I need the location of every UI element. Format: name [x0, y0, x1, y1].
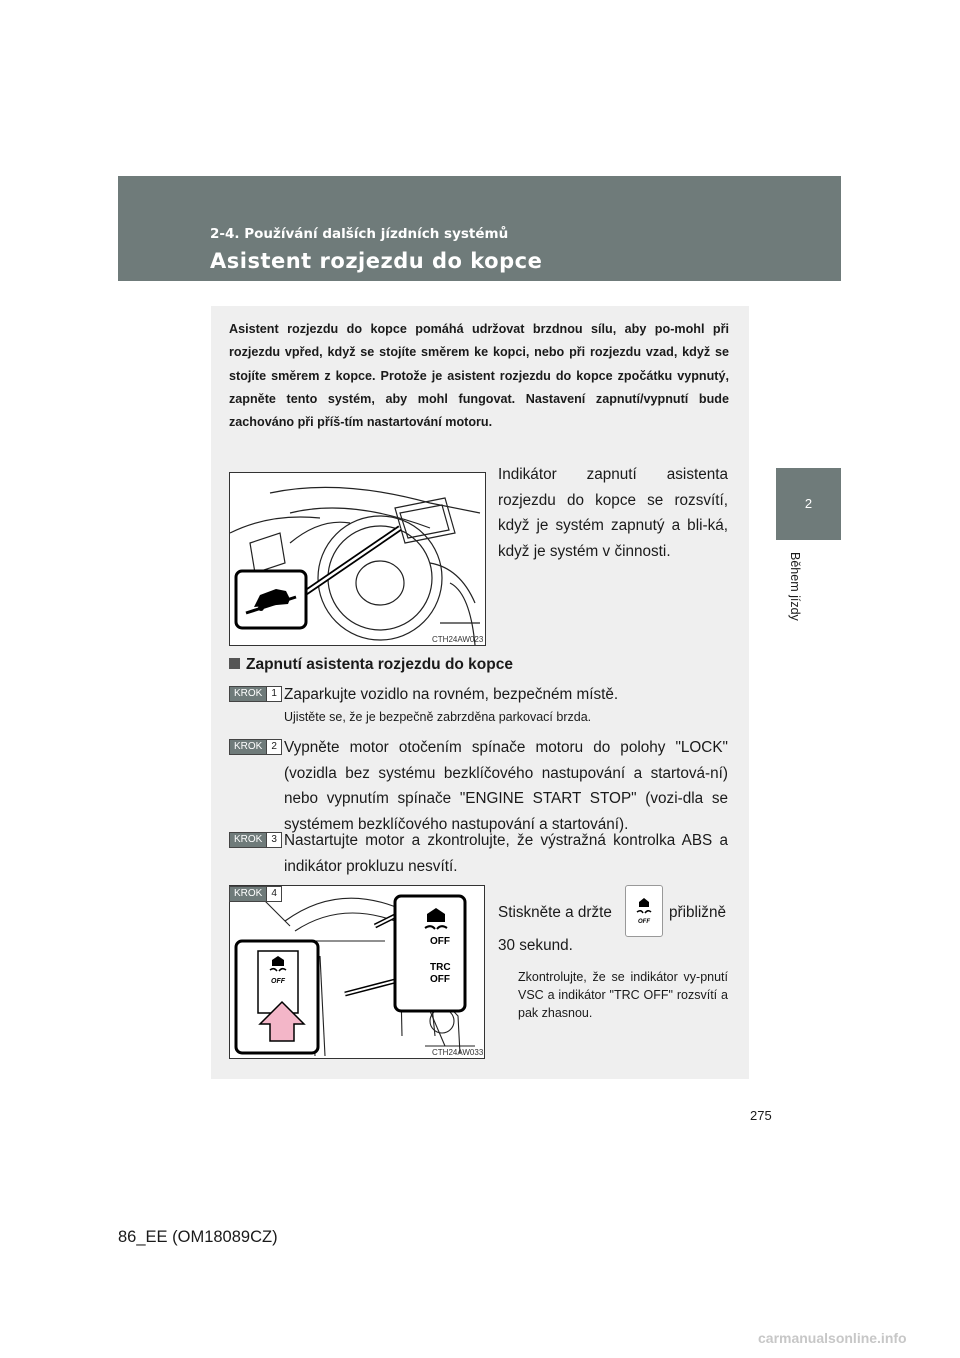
subheading-text: Zapnutí asistenta rozjezdu do kopce [246, 656, 513, 673]
step-badge-3 [229, 832, 282, 848]
section-label: 2-4. Používání dalších jízdních systémů [210, 226, 509, 242]
figure-code: CTH24AW033 [432, 1048, 484, 1057]
step-4-text-after: přibližně [669, 904, 726, 921]
document-code: 86_EE (OM18089CZ) [118, 1228, 278, 1246]
step-keyword: KROK [230, 687, 266, 701]
step-keyword: KROK [230, 740, 266, 754]
chapter-label-text: Během jízdy [788, 552, 802, 621]
step-1-note: Ujistěte se, že je bezpečně zabrzděna parkovací brzda. [284, 710, 592, 724]
step-badge-2 [229, 739, 282, 755]
chapter-tab[interactable]: 2 [776, 468, 841, 540]
vsc-off-button-icon [625, 885, 663, 937]
trc-off-label: OFF [430, 974, 450, 985]
step-keyword: KROK [230, 833, 266, 847]
figure-code: CTH24AW023 [432, 635, 484, 644]
vsc-switch-illustration [229, 885, 485, 1059]
indicator-description: Indikátor zapnutí asistenta rozjezdu do kopce se rozsvítí, když je systém zapnutý a bli-ká, když je systém v činnosti. [498, 466, 728, 560]
step-number: 4 [266, 887, 281, 901]
step-number: 3 [266, 833, 281, 847]
square-bullet-icon [229, 658, 240, 669]
vsc-button-off-label: OFF [271, 978, 285, 985]
step-badge-4 [229, 886, 282, 902]
step-number: 1 [266, 687, 281, 701]
subheading [229, 656, 513, 674]
intro-paragraph: Asistent rozjezdu do kopce pomáhá udržovat brzdnou sílu, aby po-mohl při rozjezdu vpřed, když se stojíte směrem ke kopci, nebo při rozjezdu vzad, když se stojíte směrem z kopce. Protože je asistent rozjezdu do kopce zpočátku vypnutý, zapněte tento systém, aby mohl fungovat. Nastavení zapnutí/vypnutí bude zachováno při příš-tím nastartování motoru. [229, 322, 729, 430]
step-number: 2 [266, 740, 281, 754]
step-1-text: Zaparkujte vozidlo na rovném, bezpečném místě. [284, 686, 619, 703]
watermark: carmanualsonline.info [758, 1330, 907, 1346]
inline-off-label: OFF [638, 919, 650, 925]
chapter-label [780, 552, 840, 672]
dashboard-drawing [230, 473, 485, 645]
step-badge-1 [229, 686, 282, 702]
step-4-text-before: Stiskněte a držte [498, 904, 612, 921]
step-4-note: Zkontrolujte, že se indikátor vy-pnutí VSC a indikátor "TRC OFF" rozsvítí a pak zhasnou. [518, 970, 728, 1020]
step-2-text: Vypněte motor otočením spínače motoru do polohy "LOCK" (vozidla bez systému bezklíčového nastupování a startová-ní) nebo vypnutím spínače "ENGINE START STOP" (vozi-dla se systémem bezklíčového nastupování a startování). [284, 739, 728, 833]
step-keyword: KROK [230, 887, 266, 901]
dashboard-illustration [229, 472, 486, 646]
page-number: 275 [750, 1108, 772, 1123]
step-4-text-line2: 30 sekund. [498, 937, 573, 954]
page-title: Asistent rozjezdu do kopce [210, 249, 543, 273]
vsc-off-label: OFF [430, 936, 450, 947]
switch-drawing [230, 886, 484, 1058]
step-3-text: Nastartujte motor a zkontrolujte, že výstražná kontrolka ABS a indikátor prokluzu nesvítí. [284, 832, 728, 875]
trc-label: TRC [430, 962, 451, 973]
